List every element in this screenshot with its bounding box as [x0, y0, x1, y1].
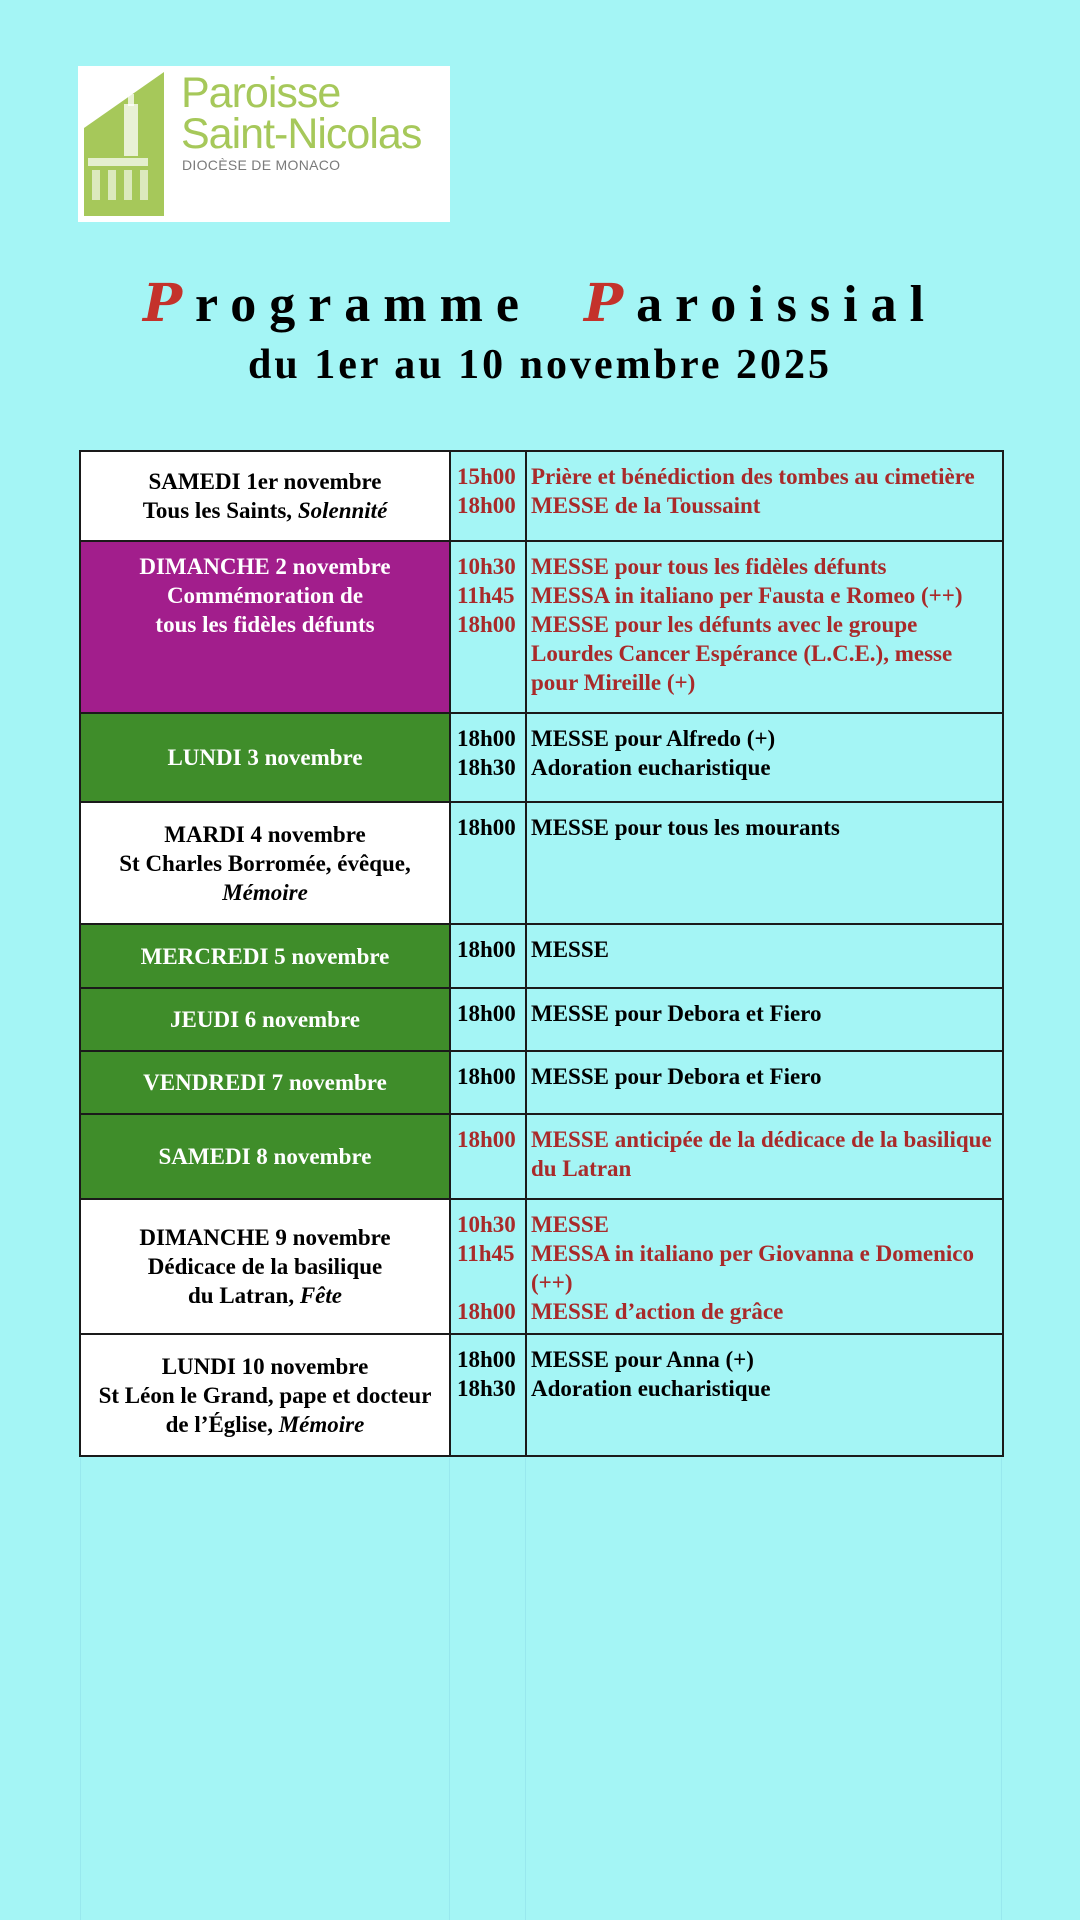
event-description: Prière et bénédiction des tombes au cimetière	[531, 464, 975, 489]
logo-line-paroisse: Paroisse	[181, 69, 341, 117]
event-description: Adoration eucharistique	[531, 1376, 771, 1401]
day-cell	[80, 1334, 450, 1456]
title-initial-1: P	[142, 273, 196, 334]
time-slot: 18h00	[457, 1299, 516, 1324]
logo-line-diocese: DIOCÈSE DE MONACO	[182, 157, 341, 173]
logo-line-saint-nicolas: Saint-Nicolas	[181, 110, 422, 158]
event-cell	[526, 541, 1003, 713]
day-label-line	[89, 1281, 441, 1310]
time-cell	[450, 713, 526, 802]
time-cell	[450, 1334, 526, 1456]
event-description: MESSE d’action de grâce	[531, 1299, 784, 1324]
time-slot: 18h00	[457, 815, 516, 840]
day-label-line	[89, 496, 441, 525]
event-description: MESSA in italiano per Giovanna e Domenico (++)	[531, 1241, 975, 1295]
page-subtitle: du 1er au 10 novembre 2025	[248, 342, 832, 388]
time-slot: 18h30	[457, 1376, 516, 1401]
title-initial-2: P	[583, 273, 637, 334]
day-label-line: SAMEDI 1er novembre	[148, 469, 382, 494]
page-title	[0, 272, 1080, 337]
event-description: MESSA in italiano per Fausta e Romeo (++)	[531, 583, 963, 608]
event-description: MESSE pour tous les mourants	[531, 815, 840, 840]
schedule-row	[80, 924, 1003, 988]
day-cell	[80, 1114, 450, 1199]
day-label-line: JEUDI 6 novembre	[170, 1007, 360, 1032]
time-slot: 15h00	[457, 464, 516, 489]
time-slot: 18h00	[457, 1001, 516, 1026]
liturgical-rank: Solennité	[297, 498, 388, 523]
time-slot: 10h30	[457, 554, 516, 579]
day-cell	[80, 451, 450, 541]
day-label-line: MARDI 4 novembre	[164, 821, 366, 847]
event-cell	[526, 1051, 1003, 1114]
time-slot: 11h45	[457, 583, 515, 608]
time-cell	[450, 1114, 526, 1199]
day-label-text: Tous les Saints,	[142, 498, 298, 523]
event-description: MESSE	[531, 937, 609, 962]
event-cell	[526, 1114, 1003, 1199]
time-slot: 18h00	[457, 493, 516, 518]
day-label-text: du Latran,	[188, 1283, 300, 1308]
event-cell	[526, 924, 1003, 988]
title-word-2: aroissial	[636, 276, 938, 333]
day-cell	[80, 713, 450, 802]
time-slot: 11h45	[457, 1241, 515, 1266]
schedule-row	[80, 802, 1003, 924]
day-label-line: LUNDI 3 novembre	[167, 745, 363, 770]
schedule-row	[80, 1051, 1003, 1114]
event-description: MESSE	[531, 1212, 609, 1237]
event-description: MESSE pour Alfredo (+)	[531, 726, 776, 751]
time-slot: 18h00	[457, 1064, 516, 1089]
day-cell	[80, 924, 450, 988]
time-cell	[450, 924, 526, 988]
day-label-line: St Charles Borromée, évêque,	[119, 850, 411, 876]
schedule-row	[80, 1114, 1003, 1199]
day-label-line: DIMANCHE 2 novembre	[139, 554, 391, 579]
event-description: MESSE pour tous les fidèles défunts	[531, 554, 887, 579]
day-label-line: tous les fidèles défunts	[155, 612, 375, 637]
time-slot: 18h30	[457, 755, 516, 780]
time-slot: 18h00	[457, 1127, 516, 1152]
title-word-1: rogramme	[195, 276, 532, 333]
liturgical-rank: Fête	[299, 1283, 342, 1308]
time-slot: 10h30	[457, 1212, 516, 1237]
time-slot: 18h00	[457, 937, 516, 962]
event-description: MESSE anticipée de la dédicace de la basilique du Latran	[531, 1127, 992, 1181]
event-description: MESSE pour les défunts avec le groupe Lourdes Cancer Espérance (L.C.E.), messe pour Mireille (+)	[531, 612, 953, 695]
schedule-row	[80, 713, 1003, 802]
event-cell	[526, 713, 1003, 802]
day-cell	[80, 988, 450, 1051]
day-label-line: St Léon le Grand, pape et docteur	[98, 1382, 432, 1408]
day-label-line: LUNDI 10 novembre	[161, 1353, 369, 1379]
day-cell	[80, 1051, 450, 1114]
day-cell	[80, 541, 450, 713]
day-label-line: Commémoration de	[166, 583, 364, 608]
day-cell	[80, 802, 450, 924]
day-label-line: Dédicace de la basilique	[147, 1254, 383, 1279]
day-label-line	[89, 1410, 441, 1439]
time-cell	[450, 541, 526, 713]
event-description: MESSE pour Anna (+)	[531, 1347, 754, 1372]
liturgical-rank: Mémoire	[222, 879, 308, 905]
event-description: MESSE de la Toussaint	[531, 493, 761, 518]
time-slot: 18h00	[457, 612, 516, 637]
event-description: MESSE pour Debora et Fiero	[531, 1064, 822, 1089]
time-slot: 18h00	[457, 1347, 516, 1372]
schedule-row	[80, 541, 1003, 713]
liturgical-rank: Mémoire	[278, 1411, 365, 1437]
event-description: MESSE pour Debora et Fiero	[531, 1001, 822, 1026]
event-cell	[526, 988, 1003, 1051]
schedule-row	[80, 1334, 1003, 1456]
church-icon	[78, 66, 178, 222]
event-description: Adoration eucharistique	[531, 755, 771, 780]
time-cell	[450, 1051, 526, 1114]
event-cell	[526, 451, 1003, 541]
time-slot	[457, 1268, 521, 1297]
time-slot: 18h00	[457, 726, 516, 751]
day-label-line: MERCREDI 5 novembre	[140, 943, 390, 969]
time-cell	[450, 451, 526, 541]
schedule-row	[80, 1199, 1003, 1334]
event-cell	[526, 1199, 1003, 1334]
parish-logo	[78, 66, 450, 222]
time-cell	[450, 988, 526, 1051]
day-label-line: VENDREDI 7 novembre	[143, 1070, 387, 1095]
schedule-row	[80, 988, 1003, 1051]
day-label-line: SAMEDI 8 novembre	[158, 1144, 372, 1169]
event-cell	[526, 1334, 1003, 1456]
day-label-line: DIMANCHE 9 novembre	[139, 1225, 391, 1250]
day-cell	[80, 1199, 450, 1334]
schedule-table	[79, 450, 1004, 1457]
day-label-line	[89, 878, 441, 907]
time-cell	[450, 1199, 526, 1334]
schedule-row	[80, 451, 1003, 541]
time-cell	[450, 802, 526, 924]
day-label-text: de l’Église,	[165, 1411, 279, 1437]
event-cell	[526, 802, 1003, 924]
